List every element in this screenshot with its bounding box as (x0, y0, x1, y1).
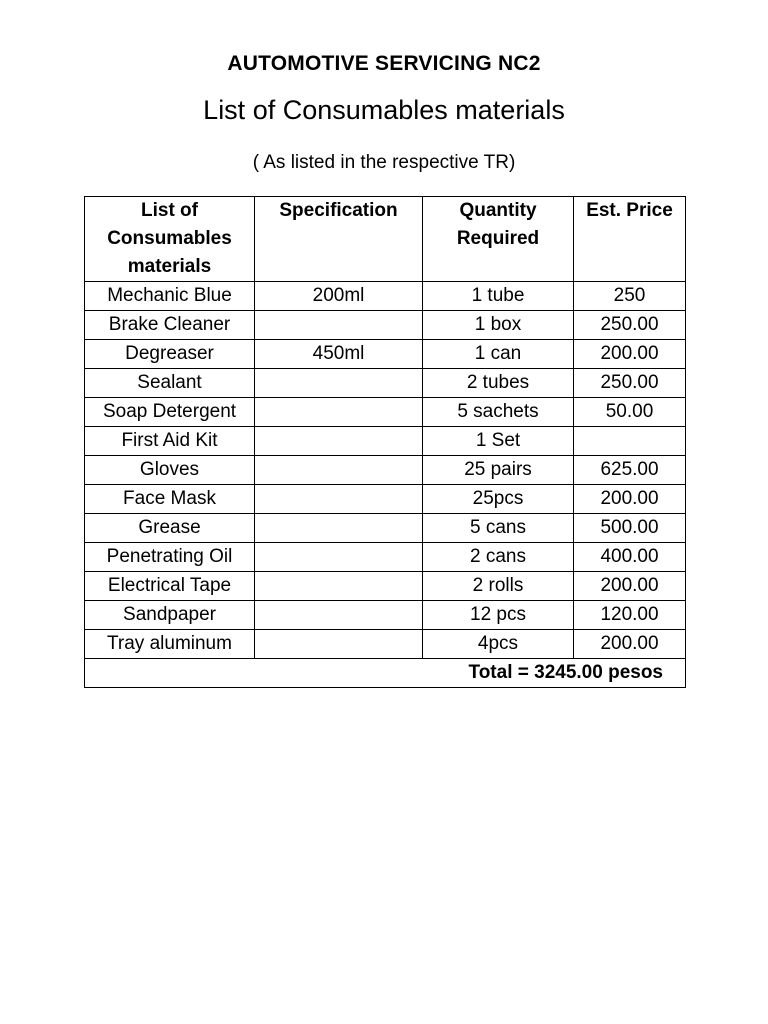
cell-quantity: 5 cans (423, 514, 574, 543)
cell-quantity: 5 sachets (423, 398, 574, 427)
cell-specification (255, 398, 423, 427)
table-row (85, 369, 686, 398)
table-footer (85, 659, 686, 688)
cell-quantity: 12 pcs (423, 601, 574, 630)
cell-specification (255, 630, 423, 659)
cell-item: Soap Detergent (85, 398, 255, 427)
cell-item: Face Mask (85, 485, 255, 514)
cell-item: Brake Cleaner (85, 311, 255, 340)
cell-specification: 450ml (255, 340, 423, 369)
cell-item: Grease (85, 514, 255, 543)
cell-specification (255, 311, 423, 340)
table-row (85, 485, 686, 514)
table-row (85, 543, 686, 572)
cell-price: 250 (574, 282, 686, 311)
cell-price: 200.00 (574, 572, 686, 601)
cell-item: Sealant (85, 369, 255, 398)
table-row (85, 282, 686, 311)
cell-quantity: 1 box (423, 311, 574, 340)
table-row (85, 572, 686, 601)
cell-item: Penetrating Oil (85, 543, 255, 572)
cell-item: Tray aluminum (85, 630, 255, 659)
cell-specification (255, 485, 423, 514)
document-note: ( As listed in the respective TR) (252, 152, 516, 173)
table-row (85, 340, 686, 369)
table-row (85, 601, 686, 630)
consumables-table (84, 196, 686, 688)
table-body (85, 282, 686, 659)
cell-item: Gloves (85, 456, 255, 485)
cell-quantity: 1 Set (423, 427, 574, 456)
cell-quantity: 25 pairs (423, 456, 574, 485)
cell-specification (255, 543, 423, 572)
table-row (85, 398, 686, 427)
header-quantity: Quantity Required (423, 197, 574, 282)
table-row (85, 456, 686, 485)
cell-price: 120.00 (574, 601, 686, 630)
cell-quantity: 25pcs (423, 485, 574, 514)
header-row (85, 197, 686, 282)
header-item: List of Consumables materials (85, 197, 255, 282)
cell-price: 625.00 (574, 456, 686, 485)
cell-quantity: 2 cans (423, 543, 574, 572)
table-row (85, 311, 686, 340)
total-row (85, 659, 686, 688)
cell-quantity: 2 rolls (423, 572, 574, 601)
cell-quantity: 4pcs (423, 630, 574, 659)
cell-item: First Aid Kit (85, 427, 255, 456)
cell-price: 200.00 (574, 630, 686, 659)
cell-item: Degreaser (85, 340, 255, 369)
table-row (85, 514, 686, 543)
header-price: Est. Price (574, 197, 686, 282)
cell-quantity: 1 tube (423, 282, 574, 311)
cell-specification: 200ml (255, 282, 423, 311)
cell-quantity: 2 tubes (423, 369, 574, 398)
table-header (85, 197, 686, 282)
cell-specification (255, 369, 423, 398)
cell-specification (255, 427, 423, 456)
cell-specification (255, 456, 423, 485)
total-value: Total = 3245.00 pesos (85, 659, 686, 688)
table-row (85, 427, 686, 456)
document-title: AUTOMOTIVE SERVICING NC2 (227, 52, 541, 75)
cell-specification (255, 601, 423, 630)
cell-price: 500.00 (574, 514, 686, 543)
table-row (85, 630, 686, 659)
cell-price: 50.00 (574, 398, 686, 427)
cell-item: Sandpaper (85, 601, 255, 630)
cell-specification (255, 572, 423, 601)
cell-price: 200.00 (574, 340, 686, 369)
cell-item: Electrical Tape (85, 572, 255, 601)
document-subtitle: List of Consumables materials (203, 95, 565, 125)
cell-price: 250.00 (574, 369, 686, 398)
header-specification: Specification (255, 197, 423, 282)
cell-price: 200.00 (574, 485, 686, 514)
cell-quantity: 1 can (423, 340, 574, 369)
cell-price: 250.00 (574, 311, 686, 340)
cell-price (574, 427, 686, 456)
cell-item: Mechanic Blue (85, 282, 255, 311)
cell-price: 400.00 (574, 543, 686, 572)
cell-specification (255, 514, 423, 543)
